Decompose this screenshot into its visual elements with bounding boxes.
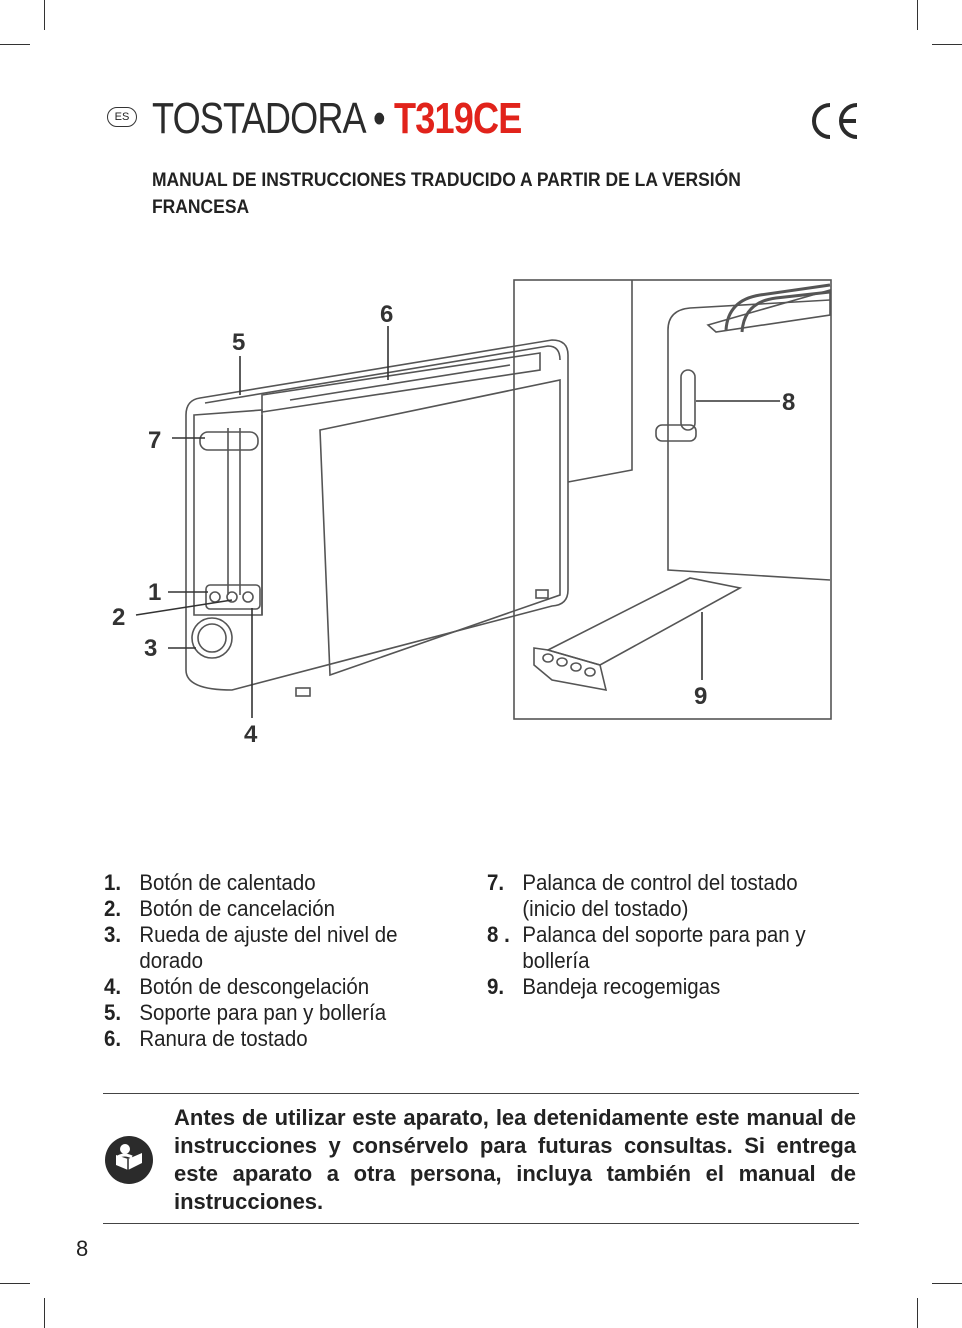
item-label: Botón de cancelación (139, 896, 335, 921)
crop-mark (917, 1298, 918, 1328)
crop-mark (932, 1283, 962, 1284)
item-number: 6. (104, 1026, 122, 1051)
list-item (104, 922, 457, 974)
callout-8: 8 (782, 389, 796, 416)
language-badge: ES (107, 107, 137, 127)
divider (103, 1093, 859, 1094)
page-number: 8 (76, 1236, 89, 1261)
list-item (487, 922, 822, 974)
list-item (104, 1026, 457, 1052)
list-item (104, 870, 457, 896)
item-number: 4. (104, 974, 122, 999)
callout-9: 9 (694, 683, 708, 710)
item-label: Palanca del soporte para pan y bollería (522, 922, 806, 973)
callout-1: 1 (148, 579, 162, 606)
crop-mark (917, 0, 918, 30)
crop-mark (44, 0, 45, 30)
callout-4: 4 (244, 721, 258, 748)
parts-list-left (104, 870, 457, 1052)
item-number: 7. (487, 870, 505, 895)
crop-mark (932, 44, 962, 45)
callout-7: 7 (148, 427, 162, 454)
list-item (487, 870, 822, 922)
read-manual-icon (104, 1135, 154, 1185)
crumb-tray (548, 578, 740, 665)
item-number: 2. (104, 896, 122, 921)
ce-mark-icon (806, 101, 860, 141)
control-lever (200, 432, 258, 450)
warning-text: Antes de utilizar este aparato, lea detenidamente este manual de instrucciones y consérvelo para futuras consultas. Si entrega este aparato a otra persona, incluya también el manual de instrucciones. (174, 1105, 856, 1214)
item-number: 9. (487, 974, 505, 999)
item-number: 8 . (487, 922, 510, 947)
crop-mark (44, 1298, 45, 1328)
callout-3: 3 (144, 635, 158, 662)
callout-2: 2 (112, 604, 126, 631)
divider (103, 1223, 859, 1224)
toaster-illustration (0, 270, 962, 750)
toaster-body (186, 340, 568, 690)
model-number: T319CE (394, 94, 522, 143)
parts-list-right (487, 870, 822, 1000)
item-number: 5. (104, 1000, 122, 1025)
crop-mark (0, 1283, 30, 1284)
item-label: Botón de descongelación (139, 974, 370, 999)
item-label: Soporte para pan y bollería (139, 1000, 387, 1025)
item-label: Bandeja recogemigas (522, 974, 721, 999)
list-item (104, 896, 457, 922)
crop-mark (0, 44, 30, 45)
list-item (104, 974, 457, 1000)
item-label: Rueda de ajuste del nivel de dorado (139, 922, 398, 973)
item-number: 3. (104, 922, 122, 947)
item-label: Palanca de control del tostado (inicio del tostado) (522, 870, 798, 921)
item-number: 1. (104, 870, 122, 895)
bread-rack-lever (681, 370, 695, 430)
title-prefix: TOSTADORA • (152, 94, 395, 143)
subtitle: MANUAL DE INSTRUCCIONES TRADUCIDO A PARTIR DE LA VERSIÓN FRANCESA (152, 170, 741, 218)
item-label: Ranura de tostado (139, 1026, 308, 1051)
list-item (487, 974, 822, 1000)
callout-5: 5 (232, 329, 246, 356)
item-label: Botón de calentado (139, 870, 316, 895)
page-title (152, 94, 521, 144)
callout-6: 6 (380, 301, 394, 328)
list-item (104, 1000, 457, 1026)
